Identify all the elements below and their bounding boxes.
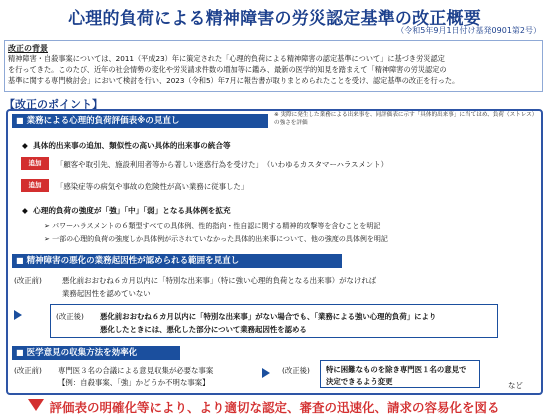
check-arrow-icon: ➢ <box>44 235 50 243</box>
conclusion-banner: 評価表の明確化等により、より適切な認定、審査の迅速化、請求の容易化を図る <box>49 400 500 415</box>
check-arrow-icon: ➢ <box>44 222 50 230</box>
section2-before-line2: 業務起因性を認めていない <box>62 289 151 298</box>
section2-marker: ■ <box>16 256 24 265</box>
section2-after-label: (改正後) <box>56 312 84 321</box>
sub-item <box>44 234 388 244</box>
section2-before-line1: 悪化前おおむね６カ月以内に「特別な出来事」（特に強い心理的負荷となる出来事）がなければ <box>62 276 377 285</box>
section3-before-line1: 専門医３名の合議による意見収集が必要な事案 <box>58 366 214 375</box>
added-item-2: 「感染症等の病気や事故の危険性が高い業務に従事した」 <box>56 182 249 191</box>
section2-after-line1: 悪化前おおむね６カ月以内に「特別な出来事」がない場合でも、「業務による強い心理的負荷」により <box>100 312 437 321</box>
added-item-1: 「顧客や取引先、施設利用者等から著しい迷惑行為を受けた」 （いわゆるカスタマーハラスメント） <box>56 160 388 169</box>
sub-item <box>44 221 380 231</box>
section3-header <box>12 346 180 360</box>
add-tag: 追加 <box>21 157 49 170</box>
etc-label: など <box>508 381 523 390</box>
add-tag: 追加 <box>21 179 49 192</box>
section3-after-label: (改正後) <box>282 366 310 375</box>
background-line: 精神障害・自殺事案については、2011（平成23）年に策定された「心理的負荷による精神障害の認定基準について」に基づき労災認定 <box>8 54 445 63</box>
section1-note: ※ 実際に発生した業務による出来事を、同評価表に示す「具体的出来事」に当てはめ、負荷（ストレス）の強さを評価 <box>274 112 535 126</box>
background-line: 基準に関する専門検討会」において検討を行い、2023（令和5）年7月に報告書が取りまとめられたことを受け、認定基準の改正を行った。 <box>8 76 460 85</box>
diamond-bullet-icon: ◆ <box>22 141 28 150</box>
section2-header <box>12 254 342 268</box>
sub-item-text: 一部の心理的負荷の強度しか具体例が示されていなかった具体的出来事について、他の強度の具体例を明記 <box>52 235 388 243</box>
page-title: 心理的負荷による精神障害の労災認定基準の改正概要 <box>68 9 481 29</box>
sub-item-text: パワーハラスメントの６類型すべての具体例、性的指向・性自認に関する精神的攻撃等を含むことを明記 <box>52 222 381 230</box>
bullet-a-text: 具体的出来事の追加、類似性の高い具体的出来事の統合等 <box>33 141 231 150</box>
arrow-right-icon <box>14 310 22 320</box>
page-subtitle: （令和5年9月1日付け基発0901第2号） <box>396 26 541 35</box>
section3-after-line2: 決定できるよう変更 <box>326 377 393 386</box>
background-text <box>8 53 540 86</box>
section2-after-line2: 悪化したときには、悪化した部分について業務起因性を認める <box>100 325 307 334</box>
section3-before-line2: 【例：自殺事案、「強」かどうか不明な事案】 <box>58 378 210 387</box>
section3-after-line1: 特に困難なものを除き専門医１名の意見で <box>326 365 467 374</box>
arrow-right-icon <box>262 368 270 378</box>
section3-title: 医学意見の収集方法を効率化 <box>26 348 138 358</box>
diamond-bullet-icon: ◆ <box>22 206 28 215</box>
section1-marker: ■ <box>16 116 24 125</box>
section3-marker: ■ <box>16 348 24 357</box>
bullet-b-text: 心理的負荷の強度が「強」「中」「弱」となる具体例を拡充 <box>33 206 231 215</box>
section1-bullet-a <box>22 140 231 151</box>
points-title: 【改正のポイント】 <box>4 98 103 111</box>
section1-header <box>12 114 268 128</box>
section1-title: 業務による心理的負荷評価表※の見直し <box>26 116 180 126</box>
background-line: を行ってきた。このたび、近年の社会情勢の変化や労災請求件数の増加等に鑑み、最新の医学的知見を踏まえて「精神障害の労災認定の <box>8 65 447 74</box>
section3-before-label: (改正前) <box>14 366 42 375</box>
background-heading: 改正の背景 <box>8 44 48 53</box>
section1-bullet-b <box>22 205 231 216</box>
section2-title: 精神障害の悪化の業務起因性が認められる範囲を見直し <box>26 256 240 266</box>
section2-before-label: (改正前) <box>14 276 42 285</box>
